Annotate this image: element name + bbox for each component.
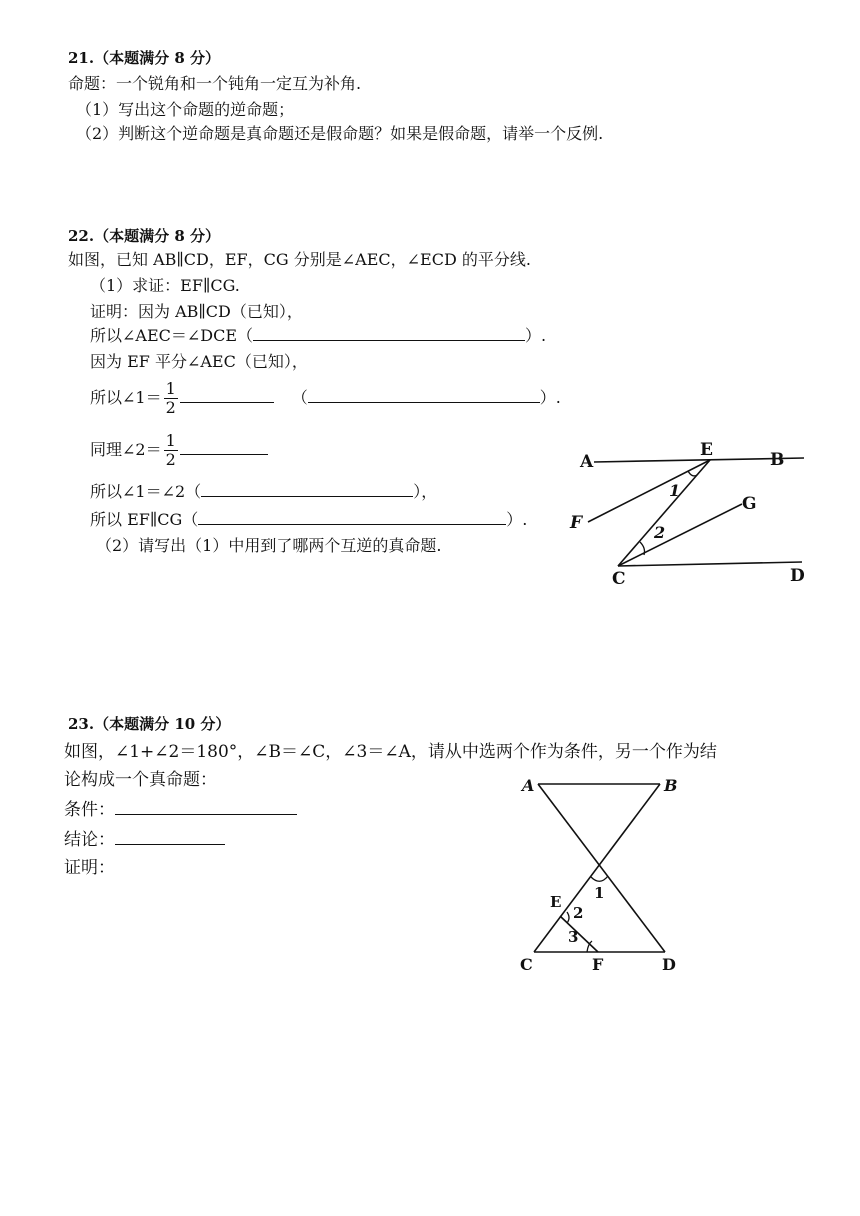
angle-3-label: 3: [568, 928, 579, 946]
q23-line1: 如图，∠1+∠2＝180°，∠B＝∠C，∠3＝∠A，请从中选两个作为条件，另一个作为结: [64, 742, 717, 762]
q22-proof-line5-text: 同理∠2＝: [90, 440, 162, 459]
label-f: F: [570, 513, 583, 533]
line-cd: [618, 562, 802, 566]
q23-geometry-figure: [510, 770, 710, 980]
q23-header: 23.（本题满分 10 分）: [68, 715, 231, 733]
angle-2-label: 2: [573, 904, 584, 922]
fraction-one-half: [164, 432, 178, 469]
fraction-numerator: 1: [165, 379, 176, 398]
label-b: B: [770, 450, 785, 470]
condition-label: 条件：: [64, 800, 115, 820]
angle-1-arc: [591, 876, 608, 881]
q23-conclusion-row: [64, 830, 225, 850]
q22-proof-line6-end: ），: [413, 482, 438, 501]
label-e: E: [550, 893, 562, 911]
condition-blank[interactable]: [115, 800, 297, 815]
line-bc: [534, 784, 660, 952]
answer-blank-6[interactable]: [198, 510, 506, 525]
label-c: C: [520, 955, 533, 974]
fraction-one-half: [164, 380, 178, 417]
q21-header: 21.（本题满分 8 分）: [68, 49, 220, 67]
q22-proof-line4: [90, 376, 561, 420]
q22-proof-line2-end: ）.: [525, 326, 547, 345]
q23-line2: 论构成一个真命题：: [64, 770, 217, 790]
angle-1-label: 1: [669, 481, 681, 500]
angle-2-label: 2: [654, 523, 666, 542]
answer-blank-3[interactable]: [308, 388, 540, 403]
label-a: A: [522, 776, 535, 795]
q22-intro: 如图，已知 AB∥CD，EF，CG 分别是∠AEC，∠ECD 的平分线.: [68, 250, 531, 269]
fraction-denominator: 2: [165, 398, 176, 417]
label-d: D: [662, 955, 676, 974]
fraction-denominator: 2: [165, 450, 176, 469]
angle-2-arc: [567, 912, 569, 923]
q22-proof-line7-end: ）.: [506, 510, 528, 529]
label-b: B: [664, 776, 678, 795]
label-e: E: [700, 440, 713, 460]
q22-part1: （1）求证：EF∥CG.: [90, 276, 240, 295]
answer-blank-2[interactable]: [180, 388, 274, 403]
q22-proof-line2-text: 所以∠AEC＝∠DCE（: [90, 326, 254, 345]
label-d: D: [790, 566, 805, 586]
q23-proof-label: 证明：: [64, 858, 115, 878]
q22-proof-line6: [90, 482, 437, 502]
angle-1-arc: [688, 471, 697, 476]
label-c: C: [612, 569, 626, 589]
fraction-numerator: 1: [165, 431, 176, 450]
answer-blank-4[interactable]: [180, 440, 268, 455]
q22-geometry-figure: [560, 436, 820, 596]
q21-part1: （1）写出这个命题的逆命题；: [76, 100, 295, 119]
q22-proof-line7: [90, 510, 527, 530]
conclusion-blank[interactable]: [115, 830, 225, 845]
q22-proof-line3: 因为 EF 平分∠AEC（已知），: [90, 352, 308, 371]
conclusion-label: 结论：: [64, 830, 115, 850]
q22-proof-line7-text: 所以 EF∥CG（: [90, 510, 199, 529]
q22-proof-line1: 证明：因为 AB∥CD（已知），: [90, 302, 303, 321]
answer-blank-5[interactable]: [201, 482, 413, 497]
q22-proof-line5: [90, 428, 268, 472]
label-f: F: [592, 955, 604, 974]
q22-proof-line2: [90, 326, 546, 346]
q21-part2: （2）判断这个逆命题是真命题还是假命题？如果是假命题，请举一个反例.: [76, 124, 604, 143]
paren-close: ）.: [539, 388, 561, 407]
q22-proof-line6-text: 所以∠1＝∠2（: [90, 482, 202, 501]
label-g: G: [742, 494, 757, 514]
line-ef: [588, 460, 710, 522]
line-cg: [618, 504, 742, 566]
q22-header: 22.（本题满分 8 分）: [68, 227, 220, 245]
angle-1-label: 1: [594, 884, 605, 902]
label-a: A: [580, 452, 594, 472]
answer-blank-1[interactable]: [253, 326, 525, 341]
q22-proof-line4-text: 所以∠1＝: [90, 388, 162, 407]
q22-part2: （2）请写出（1）中用到了哪两个互逆的真命题.: [96, 536, 442, 555]
paren-open: （: [291, 388, 308, 407]
q23-condition-row: [64, 800, 297, 820]
line-ad: [538, 784, 665, 952]
q21-statement: 命题：一个锐角和一个钝角一定互为补角.: [68, 74, 362, 93]
